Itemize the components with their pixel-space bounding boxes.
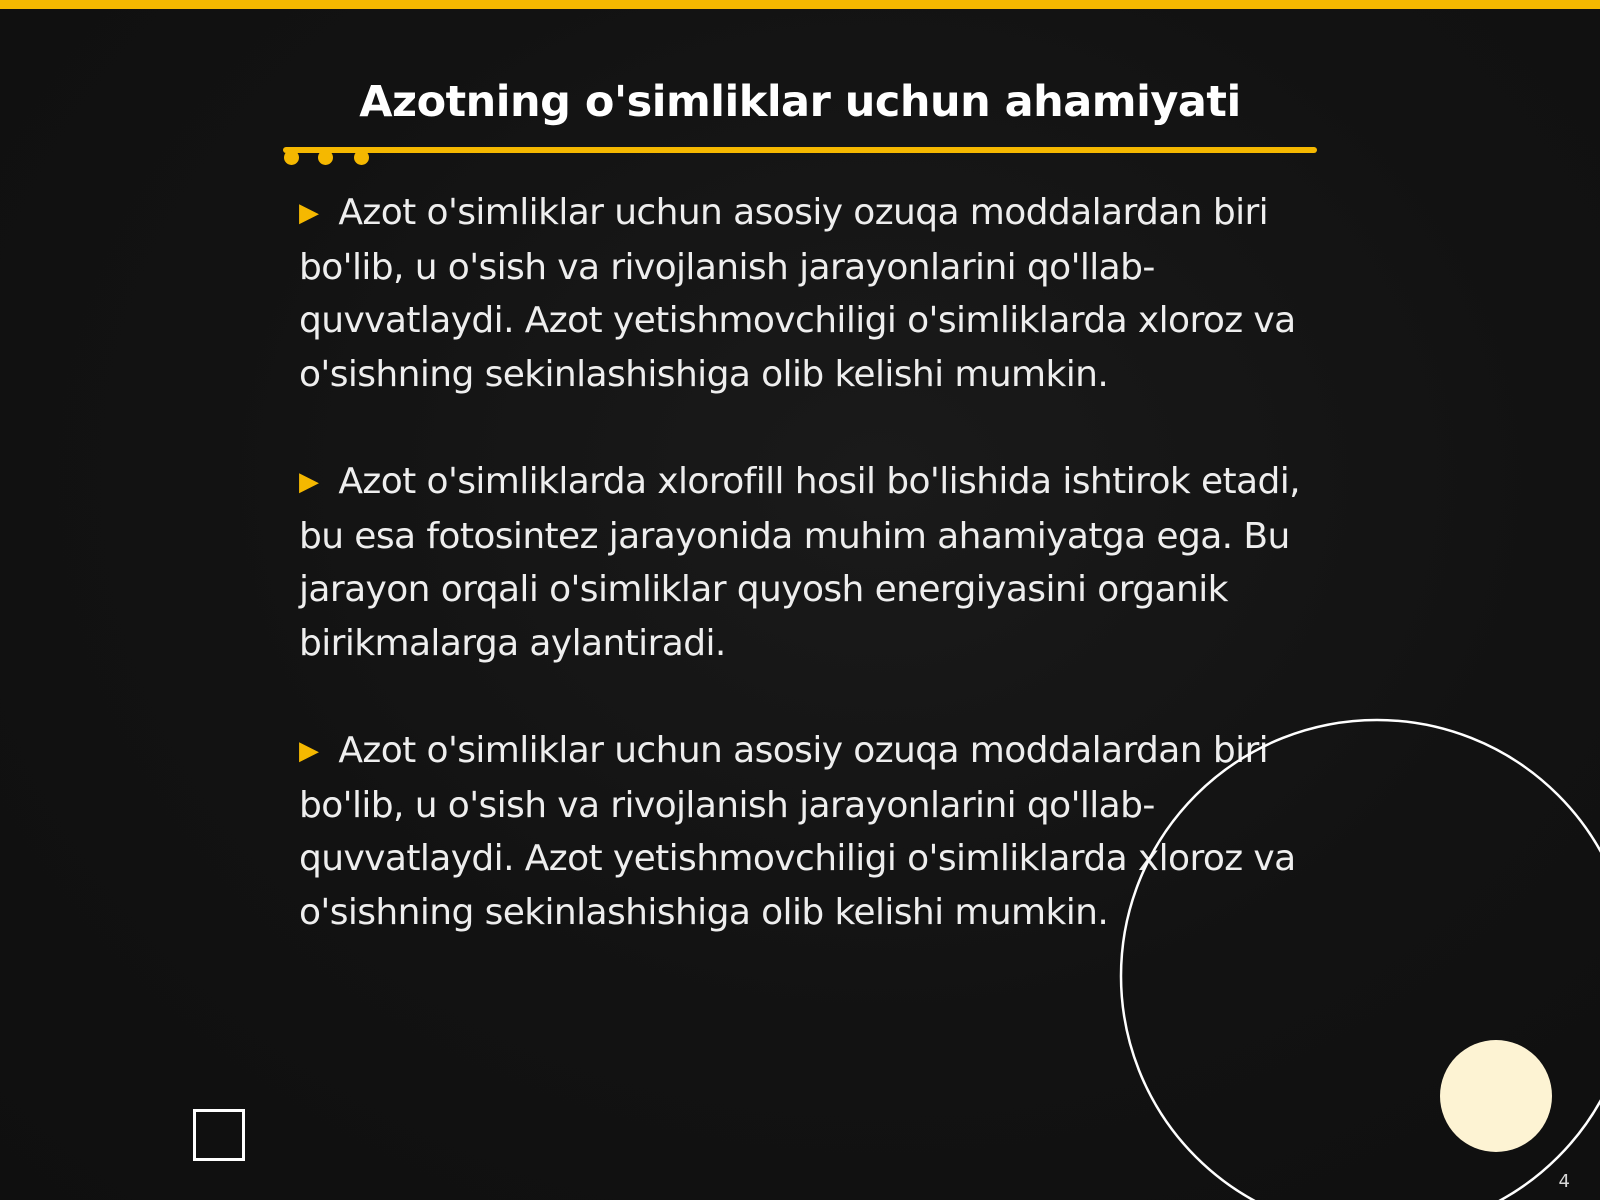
- title-dot-icon: [354, 150, 369, 165]
- bullet-list: [299, 186, 1309, 993]
- triangle-right-icon: ▶: [299, 736, 319, 766]
- bullet-paragraph: [299, 724, 1309, 939]
- page-number: 4: [1558, 1171, 1570, 1192]
- bullet-paragraph: [299, 455, 1309, 670]
- bullet-text: Azot o'simliklar uchun asosiy ozuqa moddalardan biri bo'lib, u o'sish va rivojlanish jarayonlarini qo'llab-quvvatlaydi. Azot yetishmovchiligi o'simliklarda xloroz va o'sishning sekinlashishiga olib kelishi mumkin.: [299, 730, 1296, 933]
- title-underline: [283, 147, 1317, 153]
- square-outline-icon: [195, 1111, 244, 1160]
- triangle-right-icon: ▶: [299, 467, 319, 497]
- title-dot-icon: [318, 150, 333, 165]
- filled-circle: [1440, 1040, 1552, 1152]
- top-accent-bar: [0, 0, 1600, 9]
- bullet-text: Azot o'simliklar uchun asosiy ozuqa moddalardan biri bo'lib, u o'sish va rivojlanish jarayonlarini qo'llab-quvvatlaydi. Azot yetishmovchiligi o'simliklarda xloroz va o'sishning sekinlashishiga olib kelishi mumkin.: [299, 192, 1296, 395]
- bullet-text: Azot o'simliklarda xlorofill hosil bo'lishida ishtirok etadi, bu esa fotosintez jarayonida muhim ahamiyatga ega. Bu jarayon orqali o'simliklar quyosh energiyasini organik birikmalarga aylantiradi.: [299, 461, 1300, 664]
- bullet-paragraph: [299, 186, 1309, 401]
- title-dot-icon: [284, 150, 299, 165]
- triangle-right-icon: ▶: [299, 198, 319, 228]
- slide-title: Azotning o'simliklar uchun ahamiyati: [359, 77, 1241, 127]
